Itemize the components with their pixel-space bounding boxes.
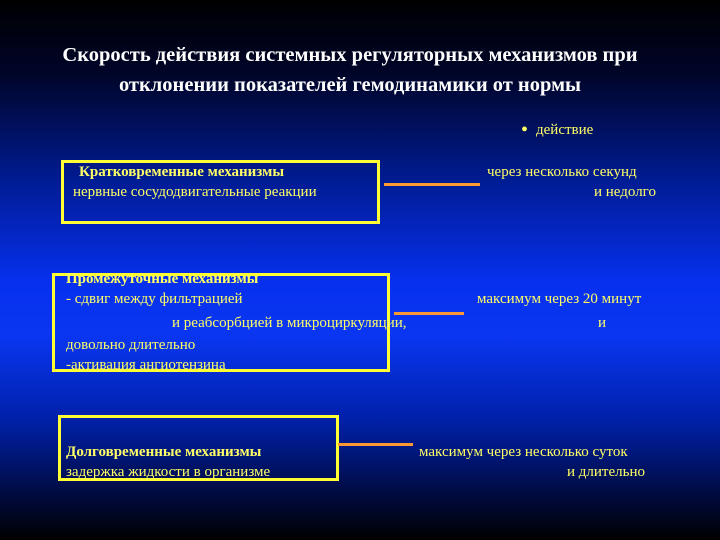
intermediate-line: довольно длительно bbox=[66, 337, 196, 353]
long-term-line: задержка жидкости в организме bbox=[66, 464, 271, 480]
short-term-action: через несколько секунд bbox=[487, 164, 637, 180]
intermediate-heading: Промежуточные механизмы bbox=[66, 271, 259, 287]
short-term-action-cont: и недолго bbox=[594, 184, 656, 200]
bullet-dot-icon: • bbox=[521, 119, 529, 141]
long-term-connector bbox=[338, 443, 413, 446]
intermediate-line: - сдвиг между фильтрацией bbox=[66, 291, 243, 307]
intermediate-line: -активация ангиотензина bbox=[66, 357, 226, 373]
intermediate-action-cont: и bbox=[598, 315, 607, 331]
intermediate-line: и реабсорбцией в микроциркуляции, bbox=[172, 315, 407, 331]
action-label: действие bbox=[536, 122, 594, 138]
intermediate-action: максимум через 20 минут bbox=[477, 291, 642, 307]
long-term-action-cont: и длительно bbox=[567, 464, 645, 480]
long-term-action: максимум через несколько суток bbox=[419, 444, 628, 460]
action-bullet bbox=[521, 119, 593, 142]
intermediate-connector bbox=[394, 312, 464, 315]
short-term-line: нервные сосудодвигательные реакции bbox=[73, 184, 317, 200]
slide-title: Скорость действия системных регуляторных механизмов при отклонении показателей гемодинамики от нормы bbox=[62, 44, 638, 96]
long-term-heading: Долговременные механизмы bbox=[66, 444, 262, 460]
short-term-heading: Кратковременные механизмы bbox=[79, 164, 285, 180]
short-term-connector bbox=[384, 183, 480, 186]
